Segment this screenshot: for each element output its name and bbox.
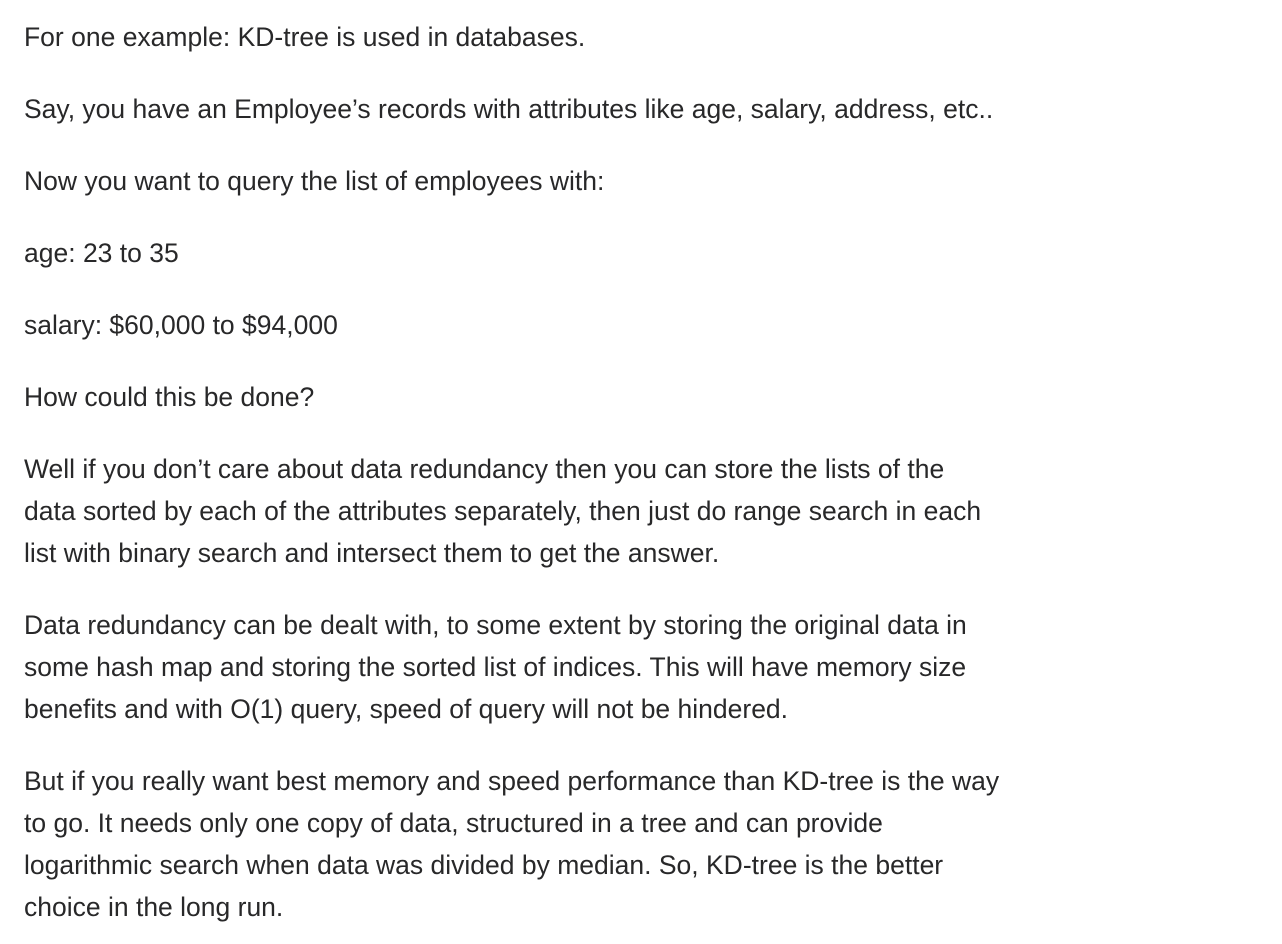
text-line: Say, you have an Employee’s records with attributes like age, salary, address, etc.. bbox=[24, 94, 994, 124]
paragraph bbox=[24, 160, 1282, 202]
text-line: salary: $60,000 to $94,000 bbox=[24, 310, 338, 340]
text-line: logarithmic search when data was divided by median. So, KD-tree is the better bbox=[24, 850, 944, 880]
text-line: But if you really want best memory and speed performance than KD-tree is the way bbox=[24, 766, 1000, 796]
paragraph bbox=[24, 16, 1282, 58]
paragraph bbox=[24, 232, 1282, 274]
paragraph bbox=[24, 604, 1282, 730]
text-line: Now you want to query the list of employees with: bbox=[24, 166, 605, 196]
paragraph bbox=[24, 376, 1282, 418]
text-line: data sorted by each of the attributes separately, then just do range search in each bbox=[24, 496, 982, 526]
text-line: Well if you don’t care about data redundancy then you can store the lists of the bbox=[24, 454, 945, 484]
paragraph bbox=[24, 448, 1282, 574]
paragraph bbox=[24, 304, 1282, 346]
text-line: For one example: KD-tree is used in databases. bbox=[24, 22, 586, 52]
text-line: Data redundancy can be dealt with, to some extent by storing the original data in bbox=[24, 610, 967, 640]
text-line: How could this be done? bbox=[24, 382, 315, 412]
paragraph bbox=[24, 760, 1282, 928]
text-line: list with binary search and intersect them to get the answer. bbox=[24, 538, 720, 568]
paragraph bbox=[24, 88, 1282, 130]
text-line: choice in the long run. bbox=[24, 892, 284, 922]
text-line: some hash map and storing the sorted list of indices. This will have memory size bbox=[24, 652, 967, 682]
text-line: age: 23 to 35 bbox=[24, 238, 179, 268]
text-line: to go. It needs only one copy of data, structured in a tree and can provide bbox=[24, 808, 883, 838]
text-line: benefits and with O(1) query, speed of query will not be hindered. bbox=[24, 694, 789, 724]
